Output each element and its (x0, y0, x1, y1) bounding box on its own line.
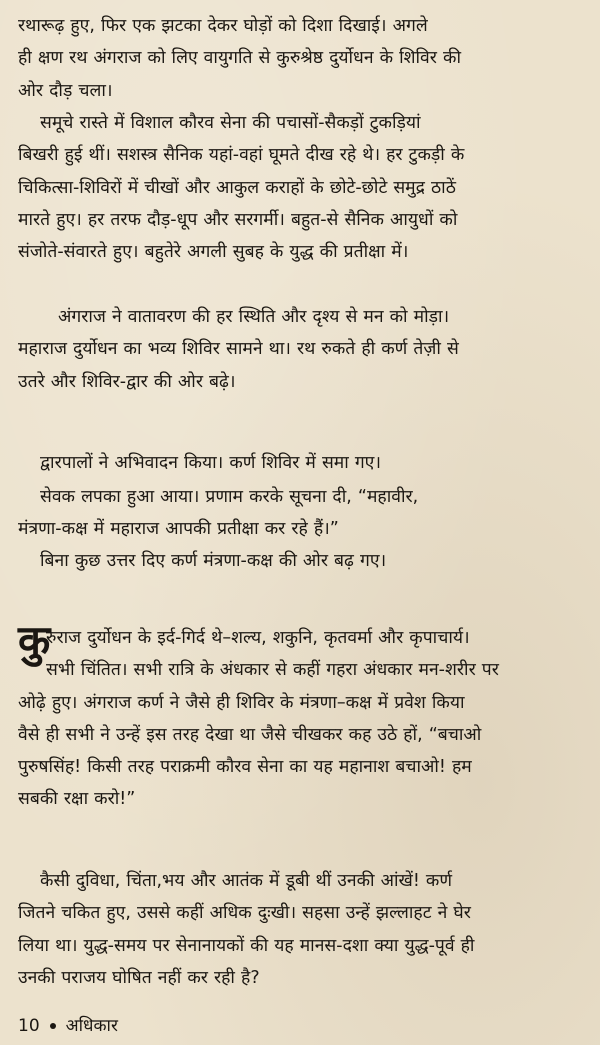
text-line: पुरुषसिंह! किसी तरह पराक्रमी कौरव सेना का यह महानाश बचाओ! हम (18, 757, 472, 778)
text-line: रुराज दुर्योधन के इर्द-गिर्द थे–शल्य, शकुनि, कृतवर्मा और कृपाचार्य। (46, 628, 470, 648)
text-line: मारते हुए। हर तरफ दौड़-धूप और सरगर्मी। बहुत-से सैनिक आयुधों को (18, 209, 458, 230)
bullet-icon (50, 1023, 56, 1029)
text-line: वैसे ही सभी ने उन्हें इस तरह देखा था जैसे चीखकर कह उठे हों, “बचाओ (18, 724, 482, 745)
page-number: 10 (18, 1016, 40, 1036)
text-line: द्वारपालों ने अभिवादन किया। कर्ण शिविर में समा गए। (40, 453, 381, 473)
paragraph-5 (18, 481, 582, 546)
text-line: सभी चिंतित। सभी रात्रि के अंधकार से कहीं गहरा अंधकार मन-शरीर पर (46, 660, 499, 681)
text-line: बिखरी हुई थीं। सशस्त्र सैनिक यहां-वहां घूमते दीख रहे थे। हर टुकड़ी के (18, 145, 465, 166)
text-line: समूचे रास्ते में विशाल कौरव सेना की पचासों-सैकड़ों टुकड़ियां (40, 113, 421, 133)
text-line: चिकित्सा-शिविरों में चीखों और आकुल कराहों के छोटे-छोटे समुद्र ठाठें (18, 177, 456, 198)
text-line: बिना कुछ उत्तर दिए कर्ण मंत्रणा-कक्ष की ओर बढ़ गए। (40, 551, 387, 571)
text-line: मंत्रणा-कक्ष में महाराज आपकी प्रतीक्षा कर रहे हैं।” (18, 519, 339, 540)
text-line: संजोते-संवारते हुए। बहुतेरे अगली सुबह के युद्ध की प्रतीक्षा में। (18, 242, 409, 263)
paragraph-7 (18, 616, 582, 816)
paragraph-2 (18, 107, 582, 268)
drop-cap: कु (18, 616, 51, 665)
book-title: अधिकार (65, 1016, 118, 1036)
text-line: सबकी रक्षा करो!” (18, 789, 136, 810)
page-footer (18, 1015, 118, 1037)
text-line: लिया था। युद्ध-समय पर सेनानायकों की यह मानस-दशा क्या युद्ध-पूर्व ही (18, 935, 475, 956)
paragraph-3 (18, 301, 582, 398)
text-line: सेवक लपका हुआ आया। प्रणाम करके सूचना दी, “महावीर, (40, 487, 419, 507)
paragraph-1 (18, 10, 582, 107)
text-line: ओर दौड़ चला। (18, 80, 113, 101)
text-line: अंगराज ने वातावरण की हर स्थिति और दृश्य से मन को मोड़ा। (58, 307, 450, 327)
text-line: ही क्षण रथ अंगराज को लिए वायुगति से कुरुश्रेष्ठ दुर्योधन के शिविर की (18, 48, 461, 69)
text-line: कैसी दुविधा, चिंता,भय और आतंक में डूबी थीं उनकी आंखें! कर्ण (40, 871, 453, 891)
text-line: ओढ़े हुए। अंगराज कर्ण ने जैसे ही शिविर के मंत्रणा–कक्ष में प्रवेश किया (18, 692, 465, 713)
text-line: जितने चकित हुए, उससे कहीं अधिक दुःखी। सहसा उन्हें झल्लाहट ने घेर (18, 903, 471, 924)
text-line: महाराज दुर्योधन का भव्य शिविर सामने था। रथ रुकते ही कर्ण तेज़ी से (18, 339, 459, 360)
text-line: रथारूढ़ हुए, फिर एक झटका देकर घोड़ों को दिशा दिखाई। अगले (18, 16, 428, 36)
text-line: उनकी पराजय घोषित नहीं कर रही है? (18, 967, 260, 988)
text-line: उतरे और शिविर-द्वार की ओर बढ़े। (18, 371, 236, 392)
paragraph-4 (18, 447, 582, 479)
paragraph-6 (18, 545, 582, 577)
paragraph-8 (18, 865, 582, 994)
